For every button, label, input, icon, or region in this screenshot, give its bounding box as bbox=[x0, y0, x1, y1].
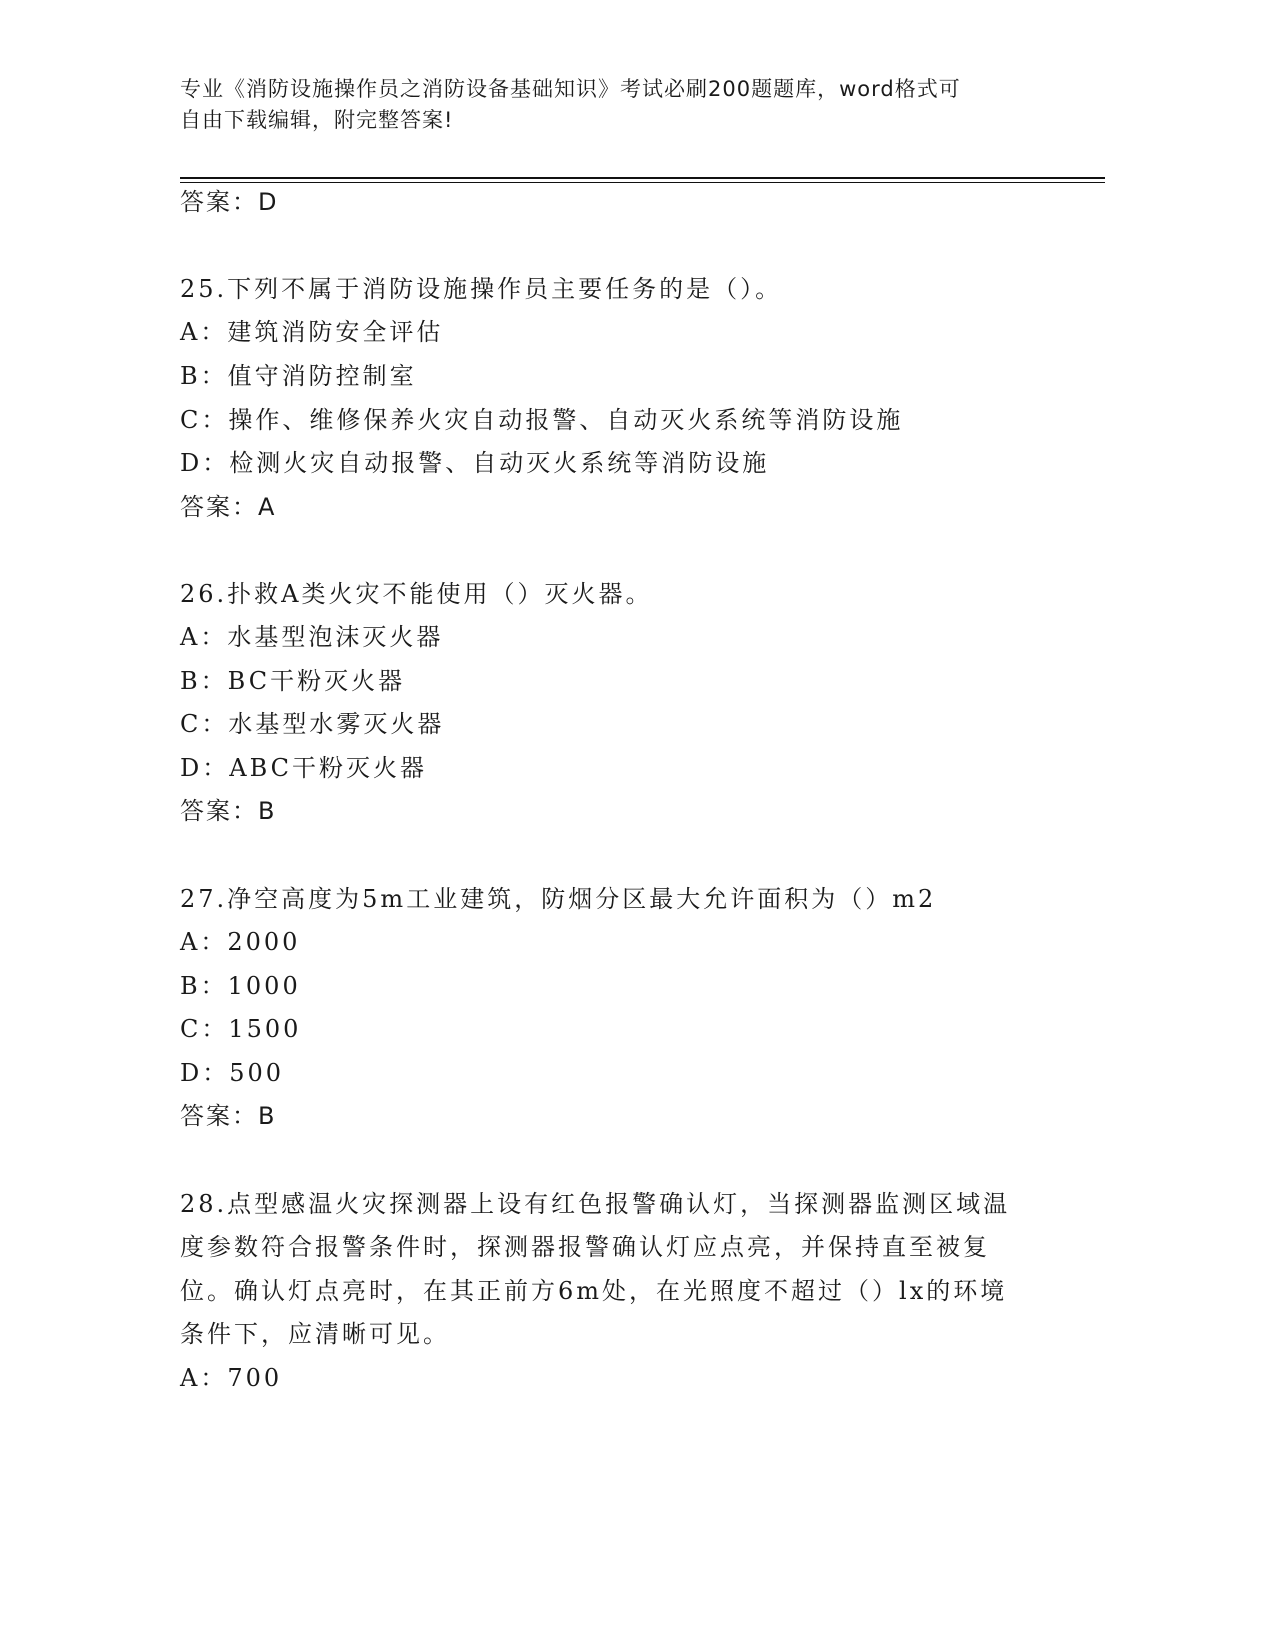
header-divider-thick bbox=[180, 177, 1105, 179]
question-28-stem-line-1: 28.点型感温火灾探测器上设有红色报警确认灯，当探测器监测区域温 bbox=[180, 1190, 1011, 1218]
question-26-option-d: D：ABC干粉灭火器 bbox=[180, 754, 428, 782]
document-header bbox=[180, 74, 1060, 136]
question-27-option-a: A：2000 bbox=[180, 928, 301, 956]
question-28-stem-line-3: 位。确认灯点亮时，在其正前方6m处，在光照度不超过（）lx的环境 bbox=[180, 1277, 1008, 1305]
question-28-stem-line-4: 条件下，应清晰可见。 bbox=[180, 1320, 450, 1348]
question-27-stem: 27.净空高度为5m工业建筑，防烟分区最大允许面积为（）m2 bbox=[180, 885, 937, 913]
question-26-option-c: C：水基型水雾灭火器 bbox=[180, 710, 445, 738]
question-26-answer: 答案：B bbox=[180, 797, 277, 825]
question-28-stem-line-2: 度参数符合报警条件时，探测器报警确认灯应点亮，并保持直至被复 bbox=[180, 1233, 990, 1261]
question-27-option-d: D：500 bbox=[180, 1059, 285, 1087]
header-line-2: 自由下载编辑，附完整答案! bbox=[180, 108, 454, 132]
question-25-answer: 答案：A bbox=[180, 493, 277, 521]
previous-answer: 答案：D bbox=[180, 188, 279, 216]
question-25-option-d: D：检测火灾自动报警、自动灭火系统等消防设施 bbox=[180, 449, 770, 477]
question-25-option-c: C：操作、维修保养火灾自动报警、自动灭火系统等消防设施 bbox=[180, 406, 904, 434]
question-26-option-a: A：水基型泡沫灭火器 bbox=[180, 623, 444, 651]
header-divider-thin bbox=[180, 182, 1105, 183]
question-26-option-b: B：BC干粉灭火器 bbox=[180, 667, 406, 695]
question-26-stem: 26.扑救A类火灾不能使用（）灭火器。 bbox=[180, 580, 653, 608]
question-27-option-c: C：1500 bbox=[180, 1015, 302, 1043]
header-line-1: 专业《消防设施操作员之消防设备基础知识》考试必刷200题题库，word格式可 bbox=[180, 77, 961, 101]
question-27-option-b: B：1000 bbox=[180, 972, 301, 1000]
question-25-stem: 25.下列不属于消防设施操作员主要任务的是（）。 bbox=[180, 275, 783, 303]
question-25-option-b: B：值守消防控制室 bbox=[180, 362, 417, 390]
question-25-option-a: A：建筑消防安全评估 bbox=[180, 318, 444, 346]
question-27-answer: 答案：B bbox=[180, 1102, 277, 1130]
question-28-option-a: A：700 bbox=[180, 1364, 283, 1392]
